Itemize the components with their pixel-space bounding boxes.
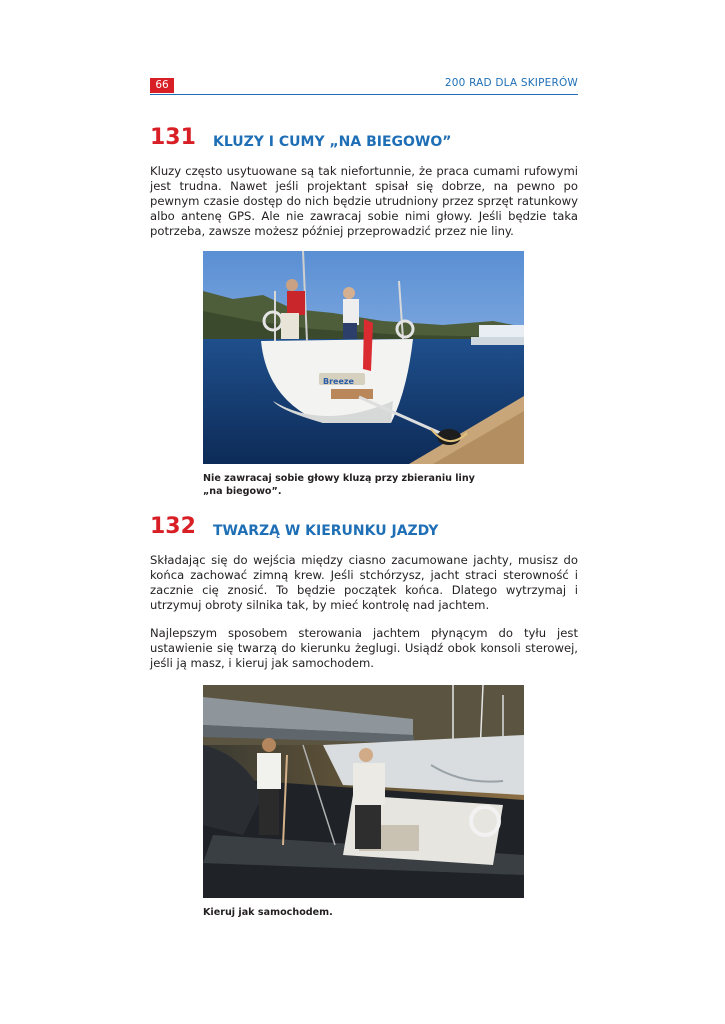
tip-body-132-paragraph-2: Najlepszym sposobem sterowania jachtem płynącym do tyłu jest ustawienie się twarzą do kierunku żeglugi. Usiądź obok konsoli sterowej, jeśli ją masz, i kieruj jak samochodem. [150, 626, 578, 670]
caption-131-line2: „na biegowo”. [203, 486, 282, 497]
photo-yacht-mooring [203, 251, 524, 464]
page-number: 66 [150, 78, 174, 93]
tip-number-132: 132 [150, 514, 196, 539]
tip-body-131: Kluzy często usytuowane są tak niefortunnie, że praca cumami rufowymi jest trudna. Nawet jeśli projektant spisał się dobrze, na pewno po pewnym czasie dostęp do nich będzie utrudniony przez sprzęt ratunkowy albo antenę GPS. Ale nie zawracaj sobie nimi głowy. Jeśli będzie taka potrzeba, zawsze możesz później przeprowadzić przez nie liny. [150, 164, 578, 238]
tip-number-131: 131 [150, 125, 196, 150]
photo-steering-yacht [203, 685, 524, 898]
tip-title-132: TWARZĄ W KIERUNKU JAZDY [213, 523, 439, 539]
header-divider [150, 94, 578, 95]
caption-132: Kieruj jak samochodem. [203, 907, 333, 918]
caption-131 [203, 472, 524, 498]
photo-boat-name: Breeze [323, 377, 354, 386]
tip-body-132-paragraph-1: Składając się do wejścia między ciasno zacumowane jachty, musisz do końca zachować zimną krew. Jeśli stchórzysz, jacht straci sterowność i zacznie cię znosić. To będzie początek końca. Dlatego wytrzymaj i utrzymuj obroty silnika tak, by mieć kontrolę nad jachtem. [150, 553, 578, 612]
tip-title-131: KLUZY I CUMY „NA BIEGOWO” [213, 134, 452, 150]
caption-131-line1: Nie zawracaj sobie głowy kluzą przy zbieraniu liny [203, 473, 475, 484]
running-header-title: 200 RAD DLA SKIPERÓW [444, 77, 578, 89]
